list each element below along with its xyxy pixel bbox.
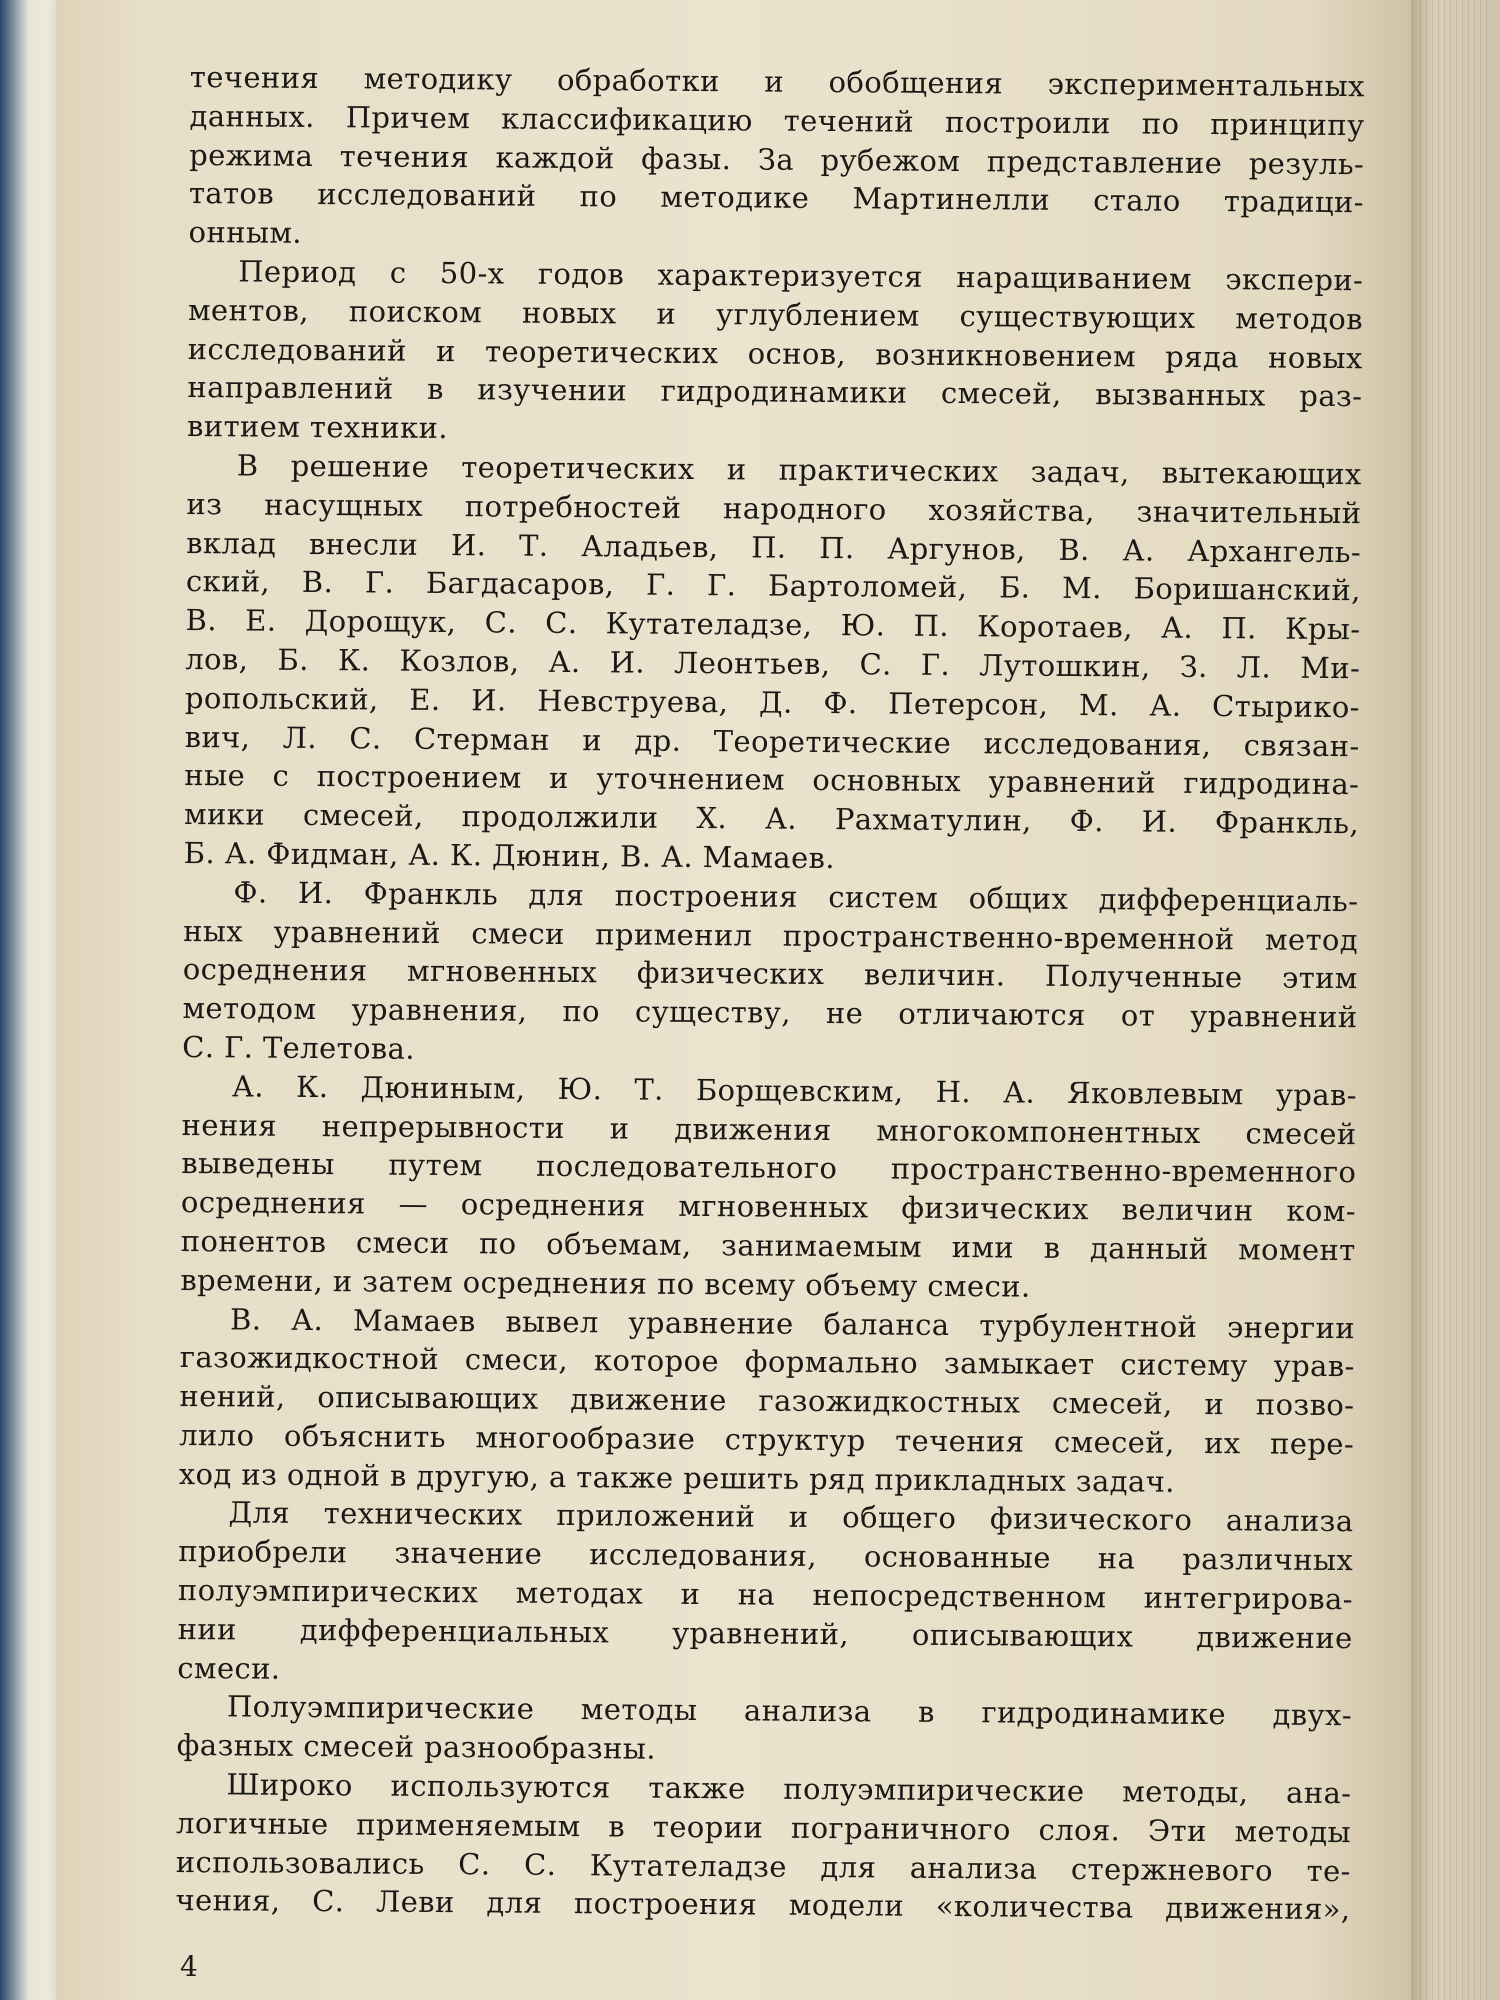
text-line: течения методику обработки и обобщения экспериментальных bbox=[189, 59, 1365, 104]
text-line: онным. bbox=[188, 215, 303, 251]
text-line: татов исследований по методике Мартинелли стало традици- bbox=[188, 176, 1365, 220]
text-line: А. К. Дюниным, Ю. Т. Борщевским, Н. А. Яковлевым урав- bbox=[231, 1069, 1358, 1112]
text-line: осреднения — осреднения мгновенных физических величин ком- bbox=[180, 1185, 1357, 1229]
text-line: использовались С. С. Кутателадзе для анализа стержневого те- bbox=[175, 1844, 1351, 1888]
text-line: вич, Л. С. Стерман и др. Теоретические исследования, связан- bbox=[184, 719, 1360, 763]
page-stack-lines bbox=[1420, 0, 1490, 2000]
text-line: режима течения каждой фазы. За рубежом представление резуль- bbox=[189, 137, 1365, 181]
text-line: полуэмпирических методах и на непосредственном интегрирова- bbox=[177, 1573, 1354, 1617]
text-line: направлений в изучении гидродинамики смесей, вызванных раз- bbox=[187, 370, 1363, 414]
text-line: нии дифференциальных уравнений, описывающих движение bbox=[177, 1611, 1353, 1656]
page-number: 4 bbox=[180, 1950, 198, 1983]
text-line: приобрели значение исследования, основанные на различных bbox=[178, 1534, 1354, 1578]
text-line: ский, В. Г. Багдасаров, Г. Г. Бартоломей, Б. М. Боришанский, bbox=[185, 564, 1361, 608]
text-line: нений, описывающих движение газожидкостных смесей, и позво- bbox=[179, 1379, 1355, 1423]
text-line: понентов смеси по объемам, занимаемым ими в данный момент bbox=[180, 1223, 1356, 1268]
text-line: осреднения мгновенных физических величин. Полученные этим bbox=[182, 952, 1358, 996]
text-line: ментов, поиском новых и углублением существующих методов bbox=[187, 292, 1364, 337]
text-line: газожидкостной смеси, которое формально замыкает систему урав- bbox=[179, 1340, 1355, 1384]
text-line: нения непрерывности и движения многокомпонентных смесей bbox=[181, 1107, 1357, 1151]
text-line: ропольский, Е. И. Невструева, Д. Ф. Петерсон, М. А. Стырико- bbox=[184, 680, 1361, 724]
text-line: времени, и затем осреднения по всему объему смеси. bbox=[180, 1262, 1031, 1304]
text-line: выведены путем последовательного пространственно-временного bbox=[181, 1146, 1357, 1190]
text-line: данных. Причем классификацию течений построили по принципу bbox=[189, 98, 1365, 143]
text-line: Период с 50-х годов характеризуется наращиванием экспери- bbox=[238, 254, 1364, 298]
text-line: из насущных потребностей народного хозяйства, значительный bbox=[186, 486, 1362, 530]
text-line: Ф. И. Франкль для построения систем общих дифференциаль- bbox=[233, 875, 1359, 918]
text-line: В. Е. Дорощук, С. С. Кутателадзе, Ю. П. Коротаев, А. П. Кры- bbox=[185, 603, 1361, 647]
text-line: лов, Б. К. Козлов, А. И. Леонтьев, С. Г. Лутошкин, З. Л. Ми- bbox=[185, 641, 1361, 686]
text-line: витием техники. bbox=[186, 409, 449, 446]
text-line: ход из одной в другую, а также решить ряд прикладных задач. bbox=[178, 1456, 1176, 1499]
text-line: ные с построением и уточнением основных уравнений гидродина- bbox=[184, 758, 1360, 802]
text-line: мики смесей, продолжили Х. А. Рахматулин, Ф. И. Франкль, bbox=[183, 797, 1360, 841]
text-line: В. А. Мамаев вывел уравнение баланса турбулентной энергии bbox=[229, 1301, 1356, 1345]
text-line: Б. А. Фидман, А. К. Дюнин, В. А. Мамаев. bbox=[183, 835, 836, 876]
text-line: вклад внесли И. Т. Аладьев, П. П. Аргунов, В. А. Архангель- bbox=[186, 525, 1362, 569]
text-line: ных уравнений смеси применил пространственно-временной метод bbox=[183, 913, 1359, 957]
text-line: лило объяснить многообразие структур течения смесей, их пере- bbox=[179, 1417, 1355, 1462]
text-line: С. Г. Телетова. bbox=[182, 1029, 416, 1066]
text-line: смеси. bbox=[177, 1650, 281, 1686]
text-line: чения, С. Леви для построения модели «количества движения», bbox=[175, 1883, 1351, 1927]
text-line: Широко используются также полуэмпирические методы, ана- bbox=[226, 1767, 1352, 1811]
page-text-block bbox=[175, 58, 1365, 1929]
text-line: методом уравнения, по существу, не отличаются от уравнений bbox=[182, 991, 1358, 1035]
text-line: Для технических приложений и общего физического анализа bbox=[228, 1495, 1354, 1539]
text-line: логичные применяемым в теории пограничного слоя. Эти методы bbox=[176, 1805, 1352, 1850]
text-line: В решение теоретических и практических задач, вытекающих bbox=[236, 448, 1362, 492]
text-line: исследований и теоретических основ, возникновением ряда новых bbox=[187, 331, 1363, 375]
text-line: фазных смесей разнообразны. bbox=[176, 1728, 657, 1766]
text-line: Полуэмпирические методы анализа в гидродинамике двух- bbox=[226, 1689, 1353, 1733]
